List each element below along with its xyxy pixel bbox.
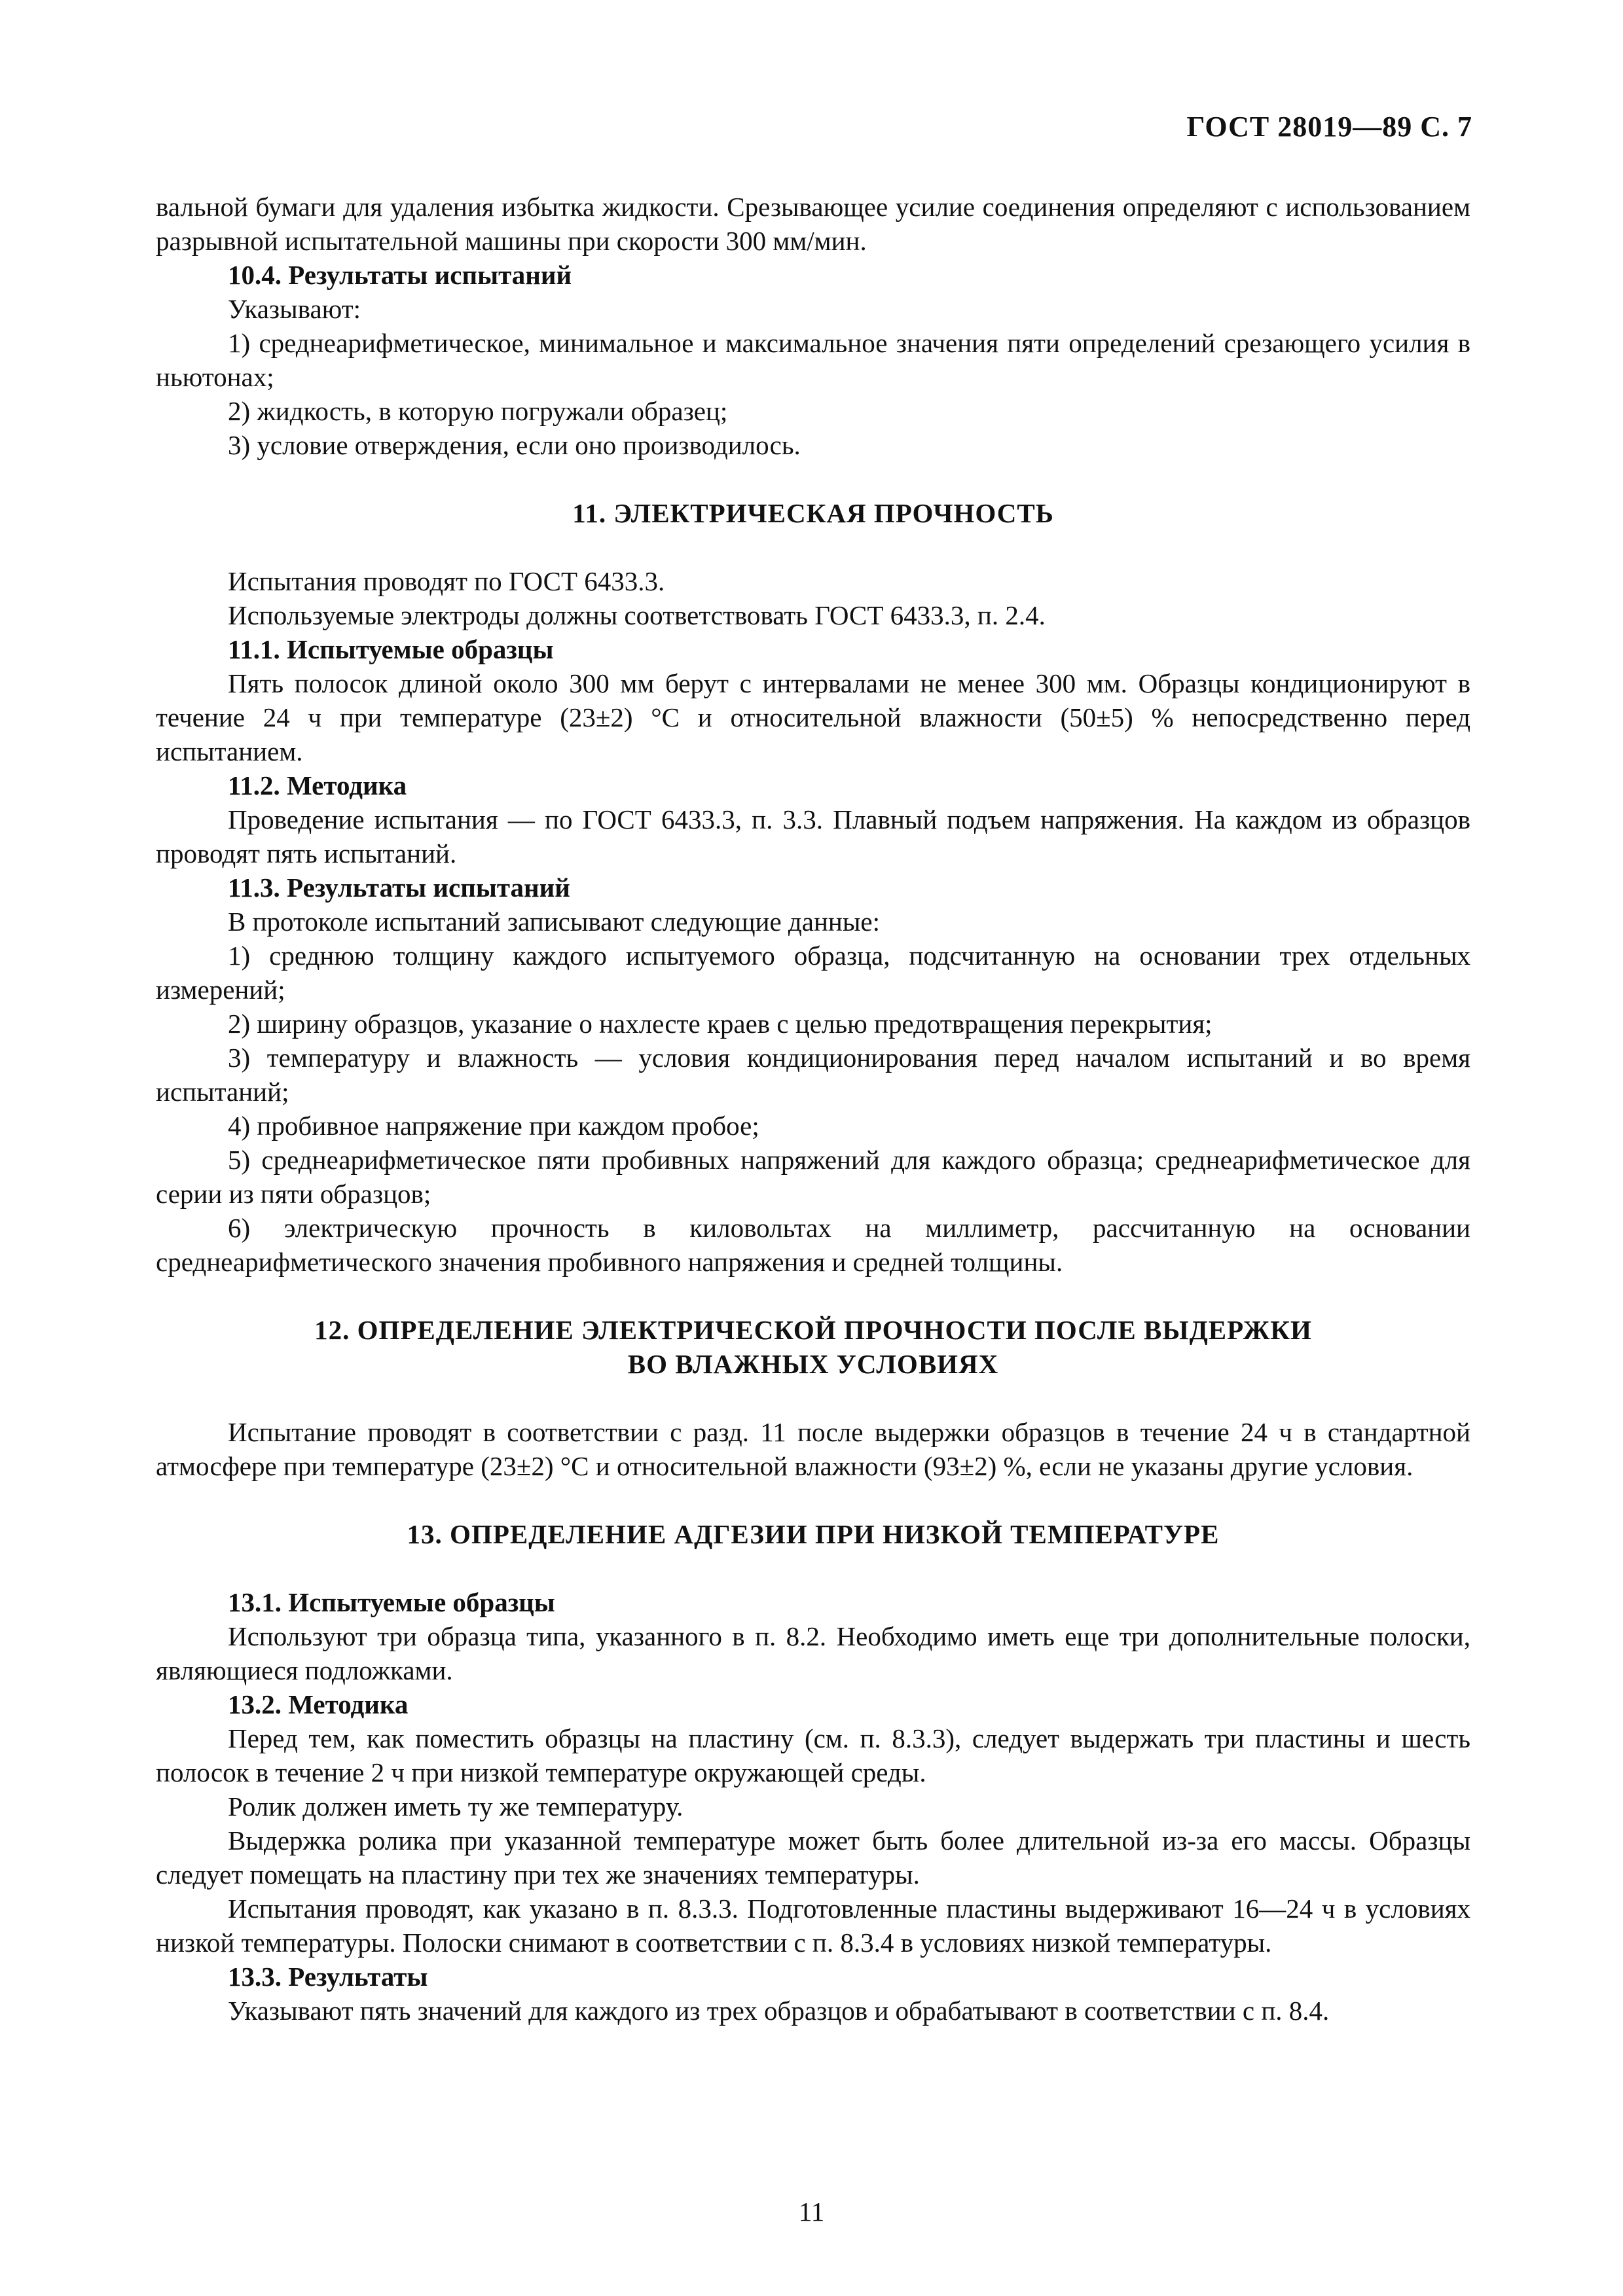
list-item: 1) среднеарифметическое, минимальное и максимальное значения пяти определений срезающего усилия в ньютонах;: [156, 328, 1470, 392]
page-header: ГОСТ 28019—89 С. 7: [1186, 111, 1472, 143]
list-item: 1) среднюю толщину каждого испытуемого образца, подсчитанную на основании трех отдельных измерений;: [156, 941, 1470, 1005]
list-item: 3) температуру и влажность — условия кондиционирования перед началом испытаний и во время испытаний;: [156, 1043, 1470, 1107]
subsection-heading: 13.1. Испытуемые образцы: [228, 1587, 555, 1617]
subsection-heading: 11.1. Испытуемые образцы: [228, 634, 554, 664]
paragraph: Испытания проводят, как указано в п. 8.3.3. Подготовленные пластины выдерживают 16—24 ч в условиях низкой температуры. Полоски снимают в соответствии с п. 8.3.4 в условиях низкой температуры.: [156, 1893, 1470, 1958]
paragraph: вальной бумаги для удаления избытка жидкости. Срезывающее усилие соединения определяют с использованием разрывной испытательной машины при скорости 300 мм/мин.: [156, 192, 1470, 256]
section-heading: 13. ОПРЕДЕЛЕНИЕ АДГЕЗИИ ПРИ НИЗКОЙ ТЕМПЕРАТУРЕ: [407, 1519, 1220, 1549]
page-number: 11: [798, 2197, 825, 2227]
subsection-heading: 13.2. Методика: [228, 1689, 409, 1719]
list-item: 5) среднеарифметическое пяти пробивных напряжений для каждого образца; среднеарифметическое для серии из пяти образцов;: [156, 1145, 1470, 1209]
paragraph: Указывают пять значений для каждого из трех образцов и обрабатывают в соответствии с п. 8.4.: [228, 1996, 1330, 2026]
section-heading: 12. ОПРЕДЕЛЕНИЕ ЭЛЕКТРИЧЕСКОЙ ПРОЧНОСТИ ПОСЛЕ ВЫДЕРЖКИ: [314, 1315, 1312, 1345]
list-item: 4) пробивное напряжение при каждом пробое;: [228, 1111, 759, 1141]
paragraph: Используемые электроды должны соответствовать ГОСТ 6433.3, п. 2.4.: [228, 600, 1046, 630]
paragraph: Проведение испытания — по ГОСТ 6433.3, п. 3.3. Плавный подъем напряжения. На каждом из образцов проводят пять испытаний.: [156, 804, 1470, 869]
subsection-heading: 10.4. Результаты испытаний: [228, 260, 572, 290]
section-heading-continued: ВО ВЛАЖНЫХ УСЛОВИЯХ: [627, 1349, 999, 1379]
list-item: 6) электрическую прочность в киловольтах на миллиметр, рассчитанную на основании среднеарифметического значения пробивного напряжения и средней толщины.: [156, 1213, 1470, 1277]
paragraph: Испытания проводят по ГОСТ 6433.3.: [228, 566, 665, 596]
paragraph: Используют три образца типа, указанного в п. 8.2. Необходимо иметь еще три дополнительные полоски, являющиеся подложками.: [156, 1621, 1470, 1685]
paragraph: Перед тем, как поместить образцы на пластину (см. п. 8.3.3), следует выдержать три пластины и шесть полосок в течение 2 ч при низкой температуре окружающей среды.: [156, 1723, 1470, 1787]
paragraph: Ролик должен иметь ту же температуру.: [228, 1791, 684, 1821]
subsection-heading: 13.3. Результаты: [228, 1962, 428, 1992]
subsection-heading: 11.2. Методика: [228, 770, 407, 800]
list-item: 2) ширину образцов, указание о нахлесте краев с целью предотвращения перекрытия;: [228, 1009, 1213, 1039]
paragraph: Испытание проводят в соответствии с разд. 11 после выдержки образцов в течение 24 ч в стандартной атмосфере при температуре (23±2) °С и относительной влажности (93±2) %, если не указаны другие условия.: [156, 1417, 1470, 1481]
list-item: 3) условие отверждения, если оно производилось.: [228, 430, 801, 460]
list-item: 2) жидкость, в которую погружали образец;: [228, 396, 728, 426]
paragraph: Пять полосок длиной около 300 мм берут с интервалами не менее 300 мм. Образцы кондиционируют в течение 24 ч при температуре (23±2) °С и относительной влажности (50±5) % непосредственно перед испытанием.: [156, 668, 1470, 766]
paragraph: В протоколе испытаний записывают следующие данные:: [228, 906, 880, 937]
section-heading: 11. ЭЛЕКТРИЧЕСКАЯ ПРОЧНОСТЬ: [572, 498, 1054, 528]
subsection-heading: 11.3. Результаты испытаний: [228, 872, 570, 903]
paragraph: Выдержка ролика при указанной температуре может быть более длительной из-за его массы. Образцы следует помещать на пластину при тех же значениях температуры.: [156, 1825, 1470, 1890]
document-body: [156, 190, 1470, 2028]
paragraph: Указывают:: [228, 294, 361, 324]
